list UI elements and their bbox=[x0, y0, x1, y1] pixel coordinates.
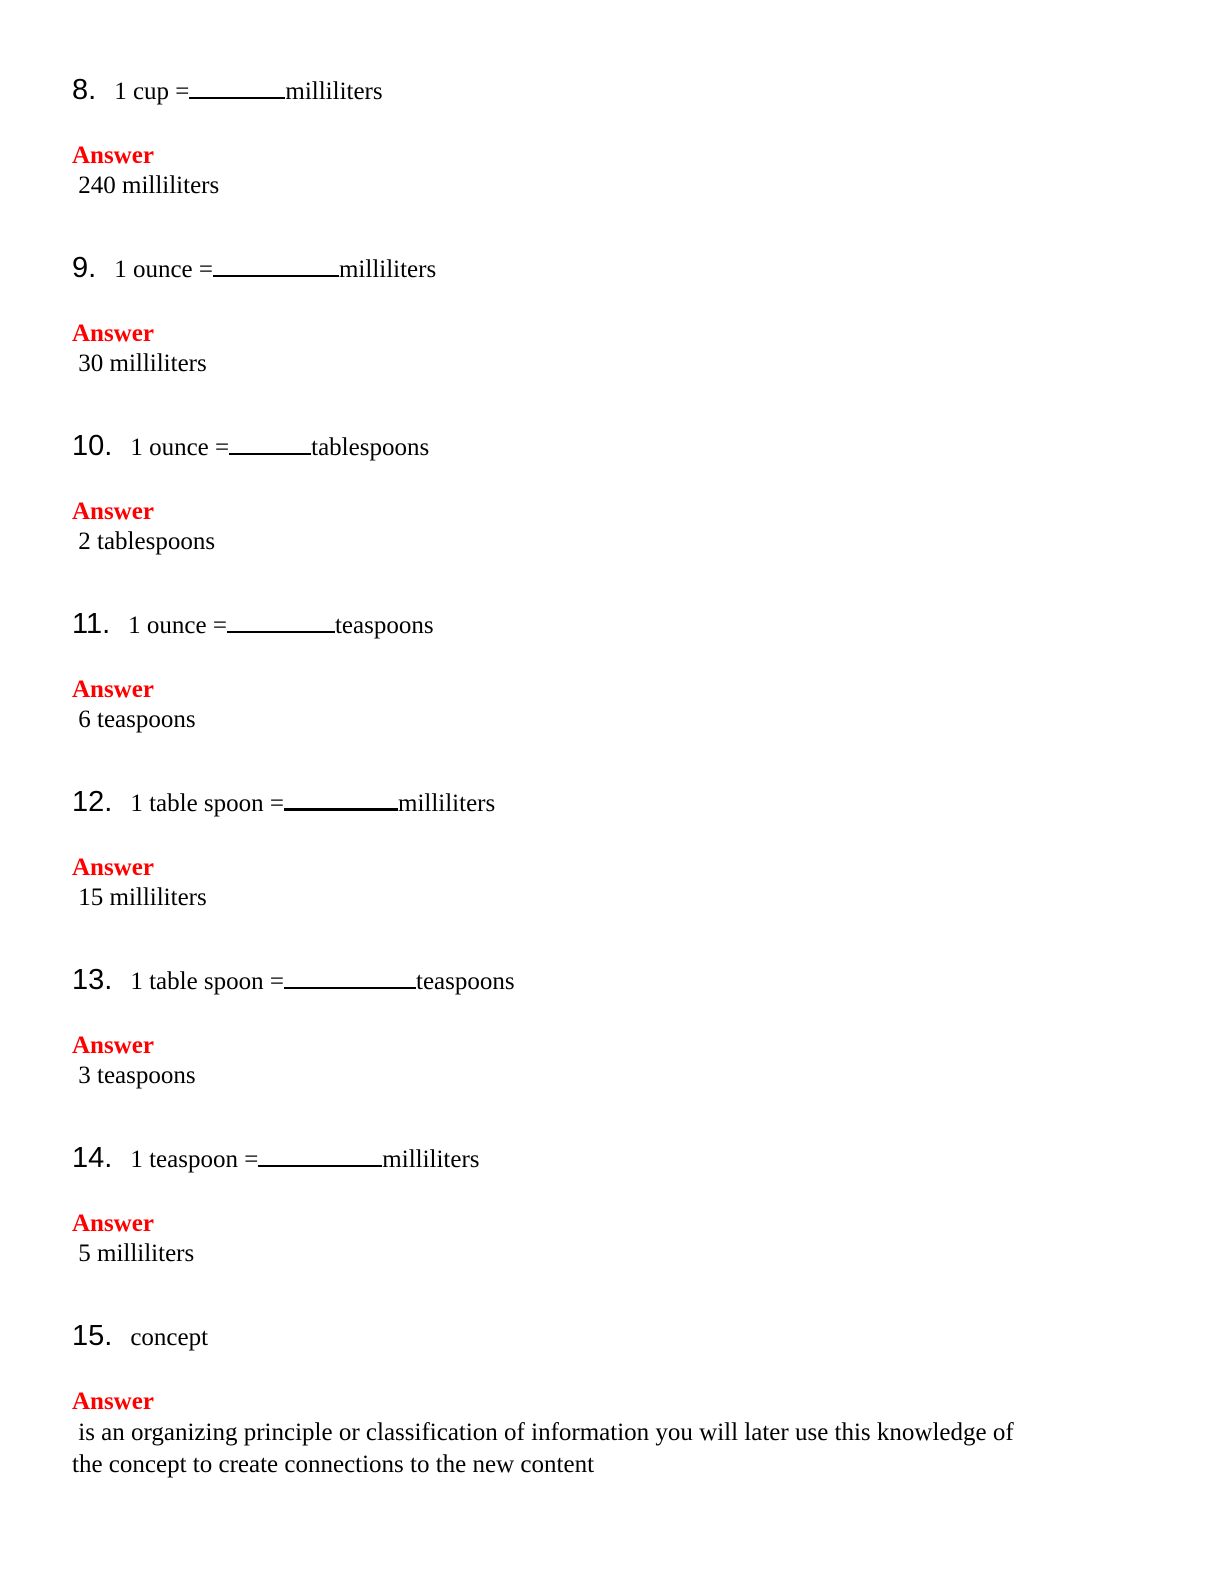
question-10 bbox=[72, 432, 429, 461]
answer-blank bbox=[213, 255, 339, 277]
answer-label: Answer bbox=[72, 854, 154, 881]
answer-text: is an organizing principle or classification of information you will later use this knowledge of the concept to create connections to the new content bbox=[72, 1419, 1014, 1478]
question-11 bbox=[72, 610, 434, 639]
question-prefix: 1 cup = bbox=[114, 78, 190, 105]
answer-label: Answer bbox=[72, 142, 154, 169]
question-prefix: 1 teaspoon = bbox=[130, 1146, 259, 1173]
answer-label: Answer bbox=[72, 1032, 154, 1059]
answer-blank bbox=[189, 77, 285, 99]
answer-label: Answer bbox=[72, 498, 154, 525]
answer-blank bbox=[284, 788, 398, 811]
answer-text: 6 teaspoons bbox=[72, 706, 196, 733]
question-prefix: 1 ounce = bbox=[130, 434, 230, 461]
question-unit: milliliters bbox=[398, 790, 496, 817]
question-number: 14. bbox=[72, 1142, 113, 1174]
answer-blank bbox=[258, 1145, 382, 1167]
question-unit: teaspoons bbox=[416, 968, 515, 995]
question-term: concept bbox=[130, 1324, 209, 1351]
question-unit: milliliters bbox=[338, 256, 437, 283]
answer-text: 5 milliliters bbox=[72, 1240, 195, 1267]
answer-text: 2 tablespoons bbox=[72, 528, 216, 555]
answer-label: Answer bbox=[72, 320, 154, 347]
question-number: 10. bbox=[72, 430, 113, 462]
question-number: 9. bbox=[72, 252, 97, 284]
answer-blank bbox=[284, 967, 416, 989]
answer-blank bbox=[229, 433, 311, 455]
question-13 bbox=[72, 966, 515, 995]
question-prefix: 1 table spoon = bbox=[130, 968, 284, 995]
question-unit: milliliters bbox=[285, 78, 383, 105]
question-unit: milliliters bbox=[382, 1146, 480, 1173]
answer-text: 3 teaspoons bbox=[72, 1062, 196, 1089]
answer-label: Answer bbox=[72, 1210, 154, 1237]
question-8 bbox=[72, 76, 383, 105]
question-12 bbox=[72, 788, 495, 817]
question-number: 8. bbox=[72, 74, 97, 106]
answer-text: 30 milliliters bbox=[72, 350, 207, 377]
answer-text: 15 milliliters bbox=[72, 884, 207, 911]
question-number: 13. bbox=[72, 964, 113, 996]
answer-label: Answer bbox=[72, 676, 154, 703]
question-15 bbox=[72, 1322, 208, 1351]
question-prefix: 1 ounce = bbox=[128, 612, 227, 639]
question-14 bbox=[72, 1144, 480, 1173]
answer-label: Answer bbox=[72, 1388, 154, 1415]
question-9 bbox=[72, 254, 436, 283]
question-number: 12. bbox=[72, 786, 113, 818]
answer-blank bbox=[227, 611, 335, 633]
question-number: 11. bbox=[72, 608, 111, 640]
question-unit: teaspoons bbox=[334, 612, 434, 639]
answer-text: 240 milliliters bbox=[72, 172, 220, 199]
question-number: 15. bbox=[72, 1320, 113, 1352]
question-prefix: 1 table spoon = bbox=[130, 790, 284, 817]
question-unit: tablespoons bbox=[311, 434, 430, 461]
question-prefix: 1 ounce = bbox=[114, 256, 213, 283]
